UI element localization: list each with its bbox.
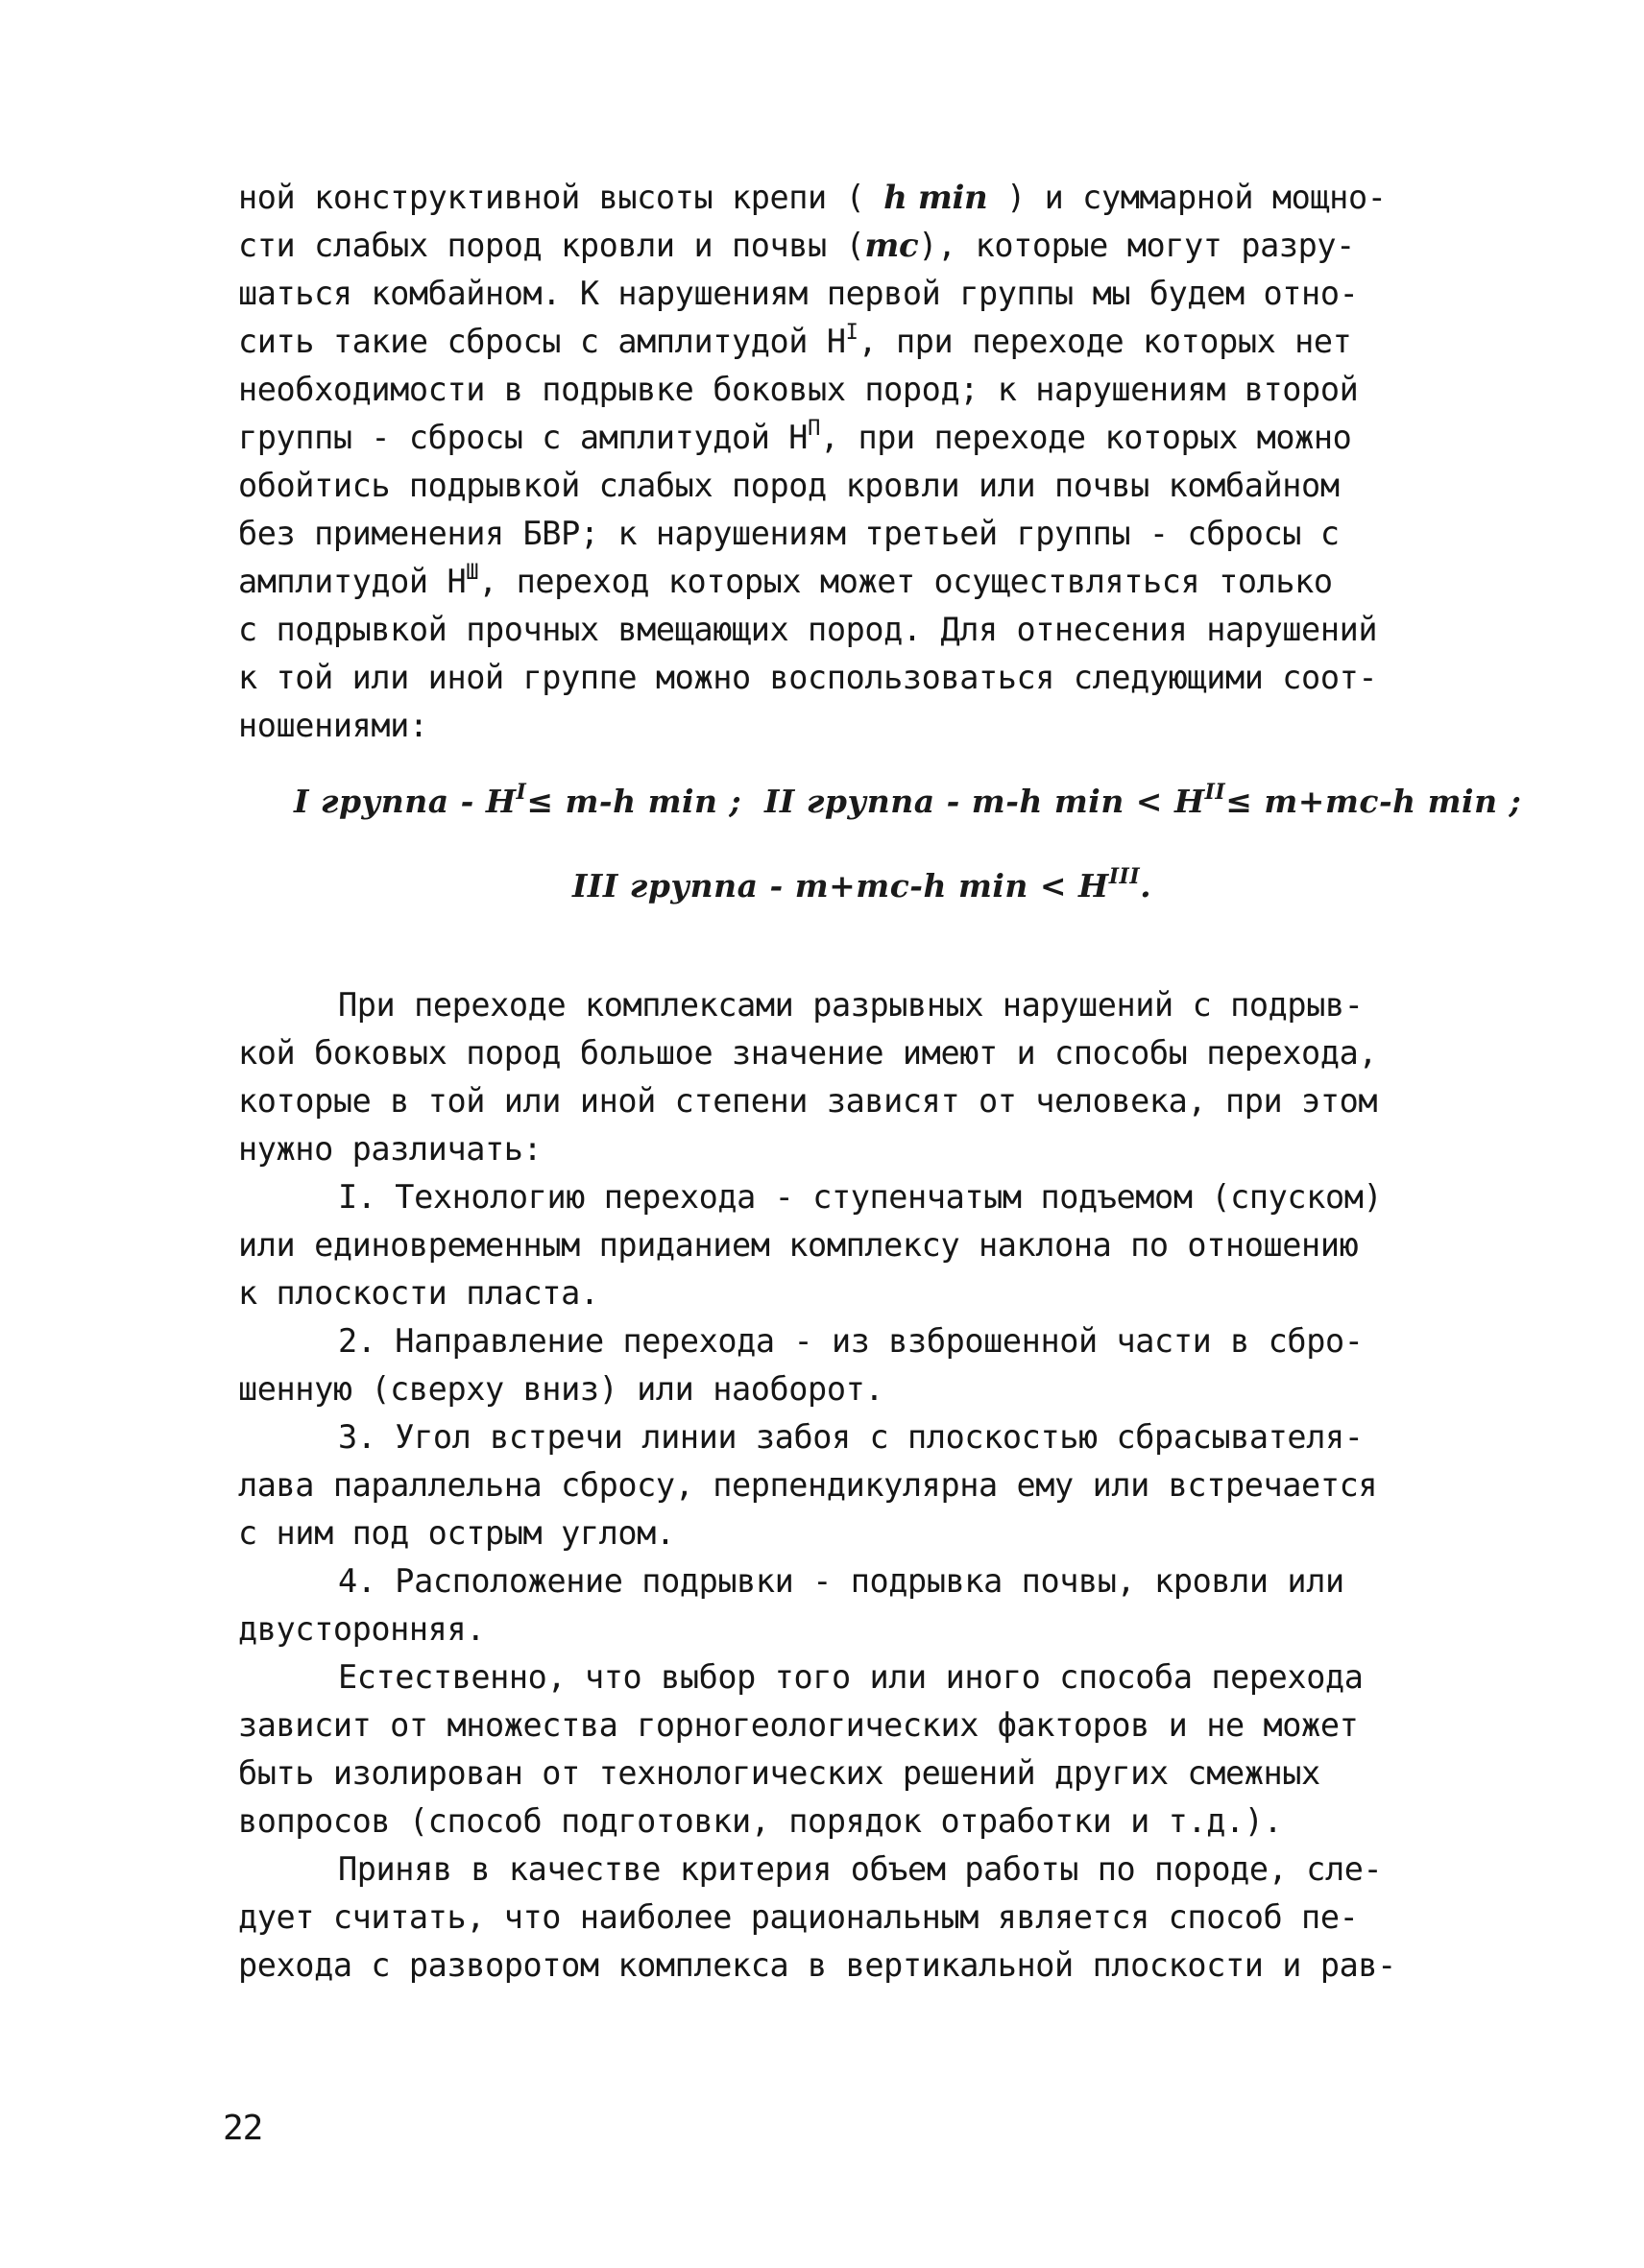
text-line: нужно различать:	[238, 1130, 543, 1168]
text-line: Приняв в качестве критерия объем работы по породе, сле-	[338, 1850, 1383, 1888]
text-line: зависит от множества горногеологических факторов и не может	[238, 1706, 1359, 1744]
text-line: вопросов (способ подготовки, порядок отработки и т.д.).	[238, 1802, 1283, 1840]
text-line: 4. Расположение подрывки - подрывка почвы, кровли или	[338, 1562, 1344, 1600]
text-line: к той или иной группе можно воспользоваться следующими соот-	[238, 659, 1378, 696]
text-line: сить такие сбросы с амплитудой $H^I$, при переходе которых нет	[238, 321, 1352, 360]
text-line: обойтись подрывкой слабых пород кровли или почвы комбайном	[238, 467, 1340, 504]
text-line: необходимости в подрывке боковых пород; к нарушениям второй	[238, 371, 1359, 408]
paragraph-definitions	[238, 174, 1429, 750]
superscript: П	[808, 417, 820, 441]
text-line: быть изолирован от технологических решений других смежных	[238, 1754, 1320, 1792]
text-line: Естественно, что выбор того или иного способа перехода	[338, 1658, 1364, 1696]
formula-group-3: III группа - m+mc-h $\min < H^{III}$.	[572, 864, 1152, 905]
text-line: 2. Направление перехода - из взброшенной части в сбро-	[338, 1322, 1364, 1360]
text-line: двусторонняя.	[238, 1610, 485, 1648]
list-item-technology	[238, 1173, 1429, 1317]
text-line: кой боковых пород большое значение имеют и способы перехода,	[238, 1034, 1378, 1072]
text-line: с подрывкой прочных вмещающих пород. Для отнесения нарушений	[238, 611, 1378, 648]
text-line: шенную (сверху вниз) или наоборот.	[238, 1370, 884, 1408]
handwritten-h-min: h min	[883, 179, 988, 217]
handwritten-mc: mc	[864, 227, 919, 265]
text-line: с ним под острым углом.	[238, 1514, 675, 1552]
text-line: без применения БВР; к нарушениям третьей группы - сбросы с	[238, 515, 1340, 552]
paragraph-methods-intro	[238, 981, 1429, 1173]
paragraph-factors	[238, 1653, 1429, 1846]
text-line: группы - сбросы с амплитудой $H^П$, при переходе которых можно	[238, 417, 1352, 456]
superscript: I	[845, 321, 858, 345]
list-item-direction	[238, 1317, 1429, 1413]
text-line: к плоскости пласта.	[238, 1274, 599, 1312]
list-item-angle	[238, 1413, 1429, 1557]
text-line: лава параллельна сбросу, перпендикулярна ему или встречается	[238, 1466, 1378, 1504]
text-line: ной конструктивной высоты крепи ( h min ) и суммарной мощно-	[238, 179, 1387, 217]
text-line: дует считать, что наиболее рациональным является способ пе-	[238, 1898, 1359, 1936]
page-number: 22	[223, 2109, 263, 2148]
text-line: которые в той или иной степени зависят от человека, при этом	[238, 1082, 1378, 1120]
text-line: сти слабых пород кровли и почвы (mc), которые могут разру-	[238, 227, 1355, 265]
formula-group-1: I группа - $H^I\le m-h$ min ;	[294, 780, 742, 820]
text-line: или единовременным приданием комплексу наклона по отношению	[238, 1226, 1359, 1264]
text-line: I. Технологию перехода - ступенчатым подъемом (спуском)	[338, 1178, 1383, 1216]
text-line: 3. Угол встречи линии забоя с плоскостью сбрасывателя-	[338, 1418, 1364, 1456]
superscript: Ш	[466, 561, 479, 585]
text-line: ношениями:	[238, 707, 428, 744]
paragraph-criterion	[238, 1846, 1429, 1990]
list-item-location	[238, 1557, 1429, 1653]
text-line: рехода с разворотом комплекса в вертикальной плоскости и рав-	[238, 1946, 1396, 1984]
text-line: амплитудой $H^Ш$, переход которых может осуществляться только	[238, 561, 1333, 600]
formula-group-2: II группа - m-h $\min < H^{II}\le m+mc-h$ min ;	[764, 780, 1522, 820]
text-line: При переходе комплексами разрывных нарушений с подрыв-	[338, 986, 1364, 1024]
text-line: шаться комбайном. К нарушениям первой группы мы будем отно-	[238, 275, 1359, 312]
